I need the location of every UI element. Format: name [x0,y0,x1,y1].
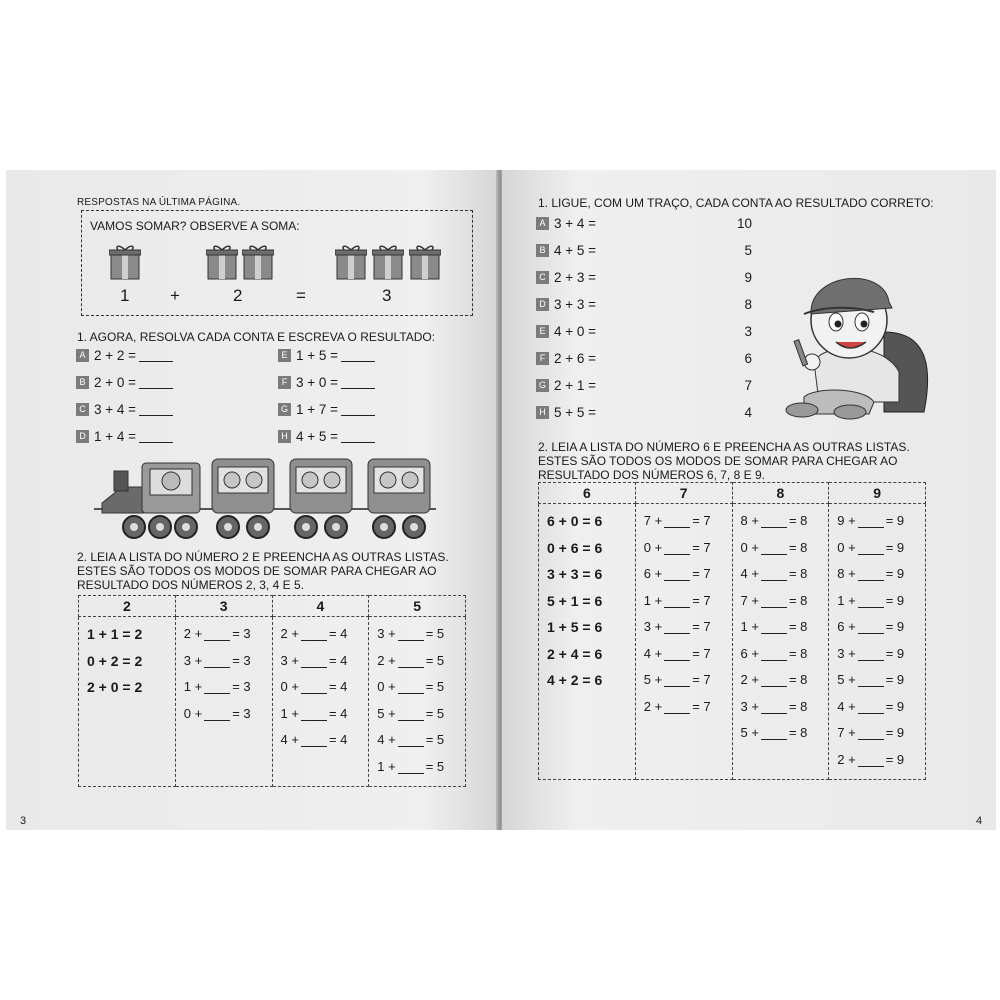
match-item [536,243,596,258]
table-column [272,617,369,787]
gift-icon [206,244,238,280]
fill-equation [829,508,925,535]
fill-equation [636,535,732,562]
equation-left: 4 + [740,566,759,581]
item-expression: 3 + 3 = [554,297,597,312]
equation-right: = 4 [328,626,348,641]
example-equation: 4 + 2 = 6 [547,672,603,688]
answer-blank[interactable] [664,595,690,608]
fill-equation [636,561,732,588]
equation-left: 0 + [740,539,759,555]
exercise-item [76,348,173,363]
example-equation: 3 + 3 = 6 [547,566,603,582]
left-exercise1-heading: 1. AGORA, RESOLVA CADA CONTA E ESCREVA O RESULTADO: [77,330,436,344]
equation-right: = 3 [232,679,251,694]
gift-icon [242,244,274,280]
exercise-item [76,375,173,390]
table-header: 2 [79,596,176,617]
table-column [79,617,176,787]
match-result[interactable]: 4 [744,405,752,420]
table-column [732,504,829,780]
fill-equation [273,648,369,675]
right-ex2-heading-line2: ESTES SÃO TODOS OS MODOS DE SOMAR PARA CHEGAR AO [538,454,898,468]
right-page [502,170,996,830]
equation-left: 2 + [280,626,299,641]
item-letter-badge: D [76,430,89,443]
table-header: 7 [635,483,732,504]
answer-blank[interactable] [858,621,884,634]
equation-right: = 9 [885,698,905,714]
right-exercise2-heading [538,440,910,482]
match-result[interactable]: 9 [744,270,752,285]
left-addition-table [78,595,466,787]
equation-right: = 9 [885,751,905,767]
table-header: 5 [369,596,466,617]
equation-left: 2 + [377,652,396,668]
answer-blank[interactable] [139,403,173,416]
equation-right: = 5 [425,652,445,668]
plus-sign: + [170,286,180,305]
answer-blank[interactable] [398,734,424,747]
table-header-row [79,596,466,617]
equation-right: = 8 [788,513,808,528]
match-item [536,297,596,312]
fill-equation [829,588,925,615]
equation-right: = 8 [788,539,808,555]
equation-left: 3 + [837,645,856,661]
match-item [536,270,596,285]
match-item [536,351,596,366]
sum-number-2: 2 [233,286,243,305]
page-number-right: 4 [976,815,983,827]
right-ex2-heading-line3: RESULTADO DOS NÚMEROS 6, 7, 8 E 9. [538,468,765,482]
fill-equation [829,535,925,562]
fill-equation [829,694,925,721]
item-letter-badge: E [278,349,291,362]
equation-right: = 7 [692,698,711,714]
equation-left: 5 + [740,725,759,740]
table-header: 4 [272,596,369,617]
example-equation: 1 + 1 = 2 [87,626,143,642]
fill-equation [636,694,732,721]
answer-blank[interactable] [858,754,884,767]
equation-left: 7 + [837,725,856,740]
answer-blank[interactable] [204,655,230,668]
answer-blank[interactable] [858,648,884,661]
equation-left: 6 + [643,566,663,581]
item-expression: 5 + 5 = [554,405,597,420]
match-item [536,324,596,339]
match-item [536,216,596,231]
example-equation: 1 + 5 = 6 [547,619,603,635]
left-ex2-heading-line3: RESULTADO DOS NÚMEROS 2, 3, 4 E 5. [77,578,304,592]
answer-blank[interactable] [398,655,424,668]
gift-icon [109,244,141,280]
equation-right: = 9 [885,619,905,634]
right-exercise1-heading: 1. LIGUE, COM UM TRAÇO, CADA CONTA AO RESULTADO CORRETO: [538,196,934,210]
equation-left: 4 + [377,732,396,747]
match-result[interactable]: 8 [744,297,752,312]
fill-equation [829,641,925,668]
equation-right: = 5 [425,679,445,694]
page-number-left: 3 [20,815,27,827]
table-header: 8 [732,483,829,504]
exercise-item [278,348,375,363]
fill-equation [636,641,732,668]
train-illustration [94,453,436,545]
match-item [536,378,596,393]
table-column [369,617,466,787]
fill-equation [369,727,465,754]
answer-blank[interactable] [858,568,884,581]
equation-left: 3 + [377,626,396,641]
item-expression: 2 + 0 = [94,375,137,390]
item-letter-badge: B [536,244,549,257]
answer-blank[interactable] [761,727,787,740]
match-result[interactable]: 10 [736,216,752,231]
item-letter-badge: H [536,406,549,419]
table-header-row [539,483,926,504]
equation-right: = 3 [232,705,251,721]
fill-equation [176,621,272,648]
fill-equation [273,727,369,754]
fill-equation [636,508,732,535]
fill-equation [829,667,925,694]
equation-left: 0 + [643,539,663,555]
match-item [536,405,596,420]
fill-equation [369,674,465,701]
fill-equation [733,561,829,588]
left-exercise2-heading [77,550,449,592]
equation-right: = 9 [885,725,905,740]
fill-equation [829,614,925,641]
fill-equation [733,720,829,747]
equation-right: = 9 [885,672,905,687]
answer-blank[interactable] [301,681,327,694]
open-book [6,170,996,830]
gift-icon [409,244,441,280]
example-equation: 2 + 4 = 6 [547,645,603,662]
equals-sign: = [296,286,306,305]
answer-blank[interactable] [858,595,884,608]
answer-blank[interactable] [664,568,690,581]
equation-left: 1 + [183,679,203,694]
equation-right: = 7 [692,513,711,528]
fill-equation [176,648,272,675]
answer-blank[interactable] [761,648,787,661]
item-letter-badge: F [536,352,549,365]
fill-equation [273,674,369,701]
answer-blank[interactable] [761,621,787,634]
example-equation: 0 + 2 = 2 [87,652,143,669]
answer-blank[interactable] [301,708,327,721]
equation-left: 4 + [280,732,299,747]
equation-left: 5 + [377,705,396,721]
equation-right: = 4 [328,652,348,668]
equation-left: 3 + [740,698,759,714]
equation-left: 4 + [837,698,856,714]
table-header: 3 [175,596,272,617]
answer-blank[interactable] [858,674,884,687]
answer-blank[interactable] [301,734,327,747]
equation-left: 1 + [280,705,299,721]
exercise-item [278,375,375,390]
equation-left: 7 + [740,592,759,608]
equation-right: = 7 [692,592,711,608]
equation-left: 0 + [183,705,203,721]
answer-blank[interactable] [664,515,690,528]
equation-right: = 8 [788,672,808,687]
fill-equation [636,667,732,694]
fill-equation [369,648,465,675]
equation-right: = 7 [692,566,711,581]
answer-blank[interactable] [341,349,375,362]
equation-right: = 3 [232,626,251,641]
item-letter-badge: C [536,271,549,284]
item-letter-badge: B [76,376,89,389]
equation-right: = 3 [232,652,251,668]
equation-right: = 7 [692,539,711,555]
answer-blank[interactable] [139,349,173,362]
equation-right: = 5 [425,758,445,774]
equation-left: 2 + [837,751,856,767]
equation-right: = 8 [788,645,808,661]
match-result[interactable]: 5 [744,243,752,258]
item-expression: 2 + 3 = [554,270,597,285]
equation-right: = 9 [885,566,905,581]
table-column [829,504,926,780]
fill-equation [829,720,925,747]
gift-icon [372,244,404,280]
item-letter-badge: G [536,379,549,392]
item-expression: 2 + 6 = [554,351,597,366]
equation-left: 1 + [837,592,856,608]
fill-equation [273,621,369,648]
table-body-row [539,504,926,780]
table-column [539,504,636,780]
answer-blank[interactable] [664,701,690,714]
answer-blank[interactable] [139,376,173,389]
answer-blank[interactable] [398,628,424,641]
equation-left: 2 + [643,698,663,714]
equation-right: = 8 [788,619,808,634]
equation-left: 0 + [280,679,299,694]
equation-left: 3 + [643,619,663,634]
answer-blank[interactable] [398,681,424,694]
item-letter-badge: C [76,403,89,416]
fill-equation [733,614,829,641]
fill-equation [369,621,465,648]
answer-blank[interactable] [761,515,787,528]
equation-right: = 9 [885,513,905,528]
answer-blank[interactable] [858,727,884,740]
equation-right: = 9 [885,592,905,608]
item-letter-badge: H [278,430,291,443]
item-expression: 2 + 2 = [94,348,137,363]
match-result[interactable]: 7 [744,378,752,393]
equation-right: = 4 [328,705,348,721]
answer-blank[interactable] [664,648,690,661]
answers-note: RESPOSTAS NA ÚLTIMA PÁGINA. [77,197,241,208]
right-ex2-heading-line1: 2. LEIA A LISTA DO NÚMERO 6 E PREENCHA AS OUTRAS LISTAS. [538,440,910,454]
equation-right: = 4 [328,732,348,747]
equation-left: 8 + [740,513,759,528]
example-equation: 2 + 0 = 2 [87,679,143,695]
fill-equation [636,588,732,615]
answer-blank[interactable] [761,542,787,555]
exercise-item [278,402,375,417]
left-ex2-heading-line2: ESTES SÃO TODOS OS MODOS DE SOMAR PARA CHEGAR AO [77,564,437,578]
answer-blank[interactable] [341,403,375,416]
sum-box-title: VAMOS SOMAR? OBSERVE A SOMA: [90,219,300,233]
exercise-item [76,429,173,444]
answer-blank[interactable] [761,701,787,714]
equation-left: 2 + [183,626,203,641]
answer-blank[interactable] [858,542,884,555]
match-result[interactable]: 3 [744,324,752,339]
fill-equation [176,674,272,701]
gift-icon [335,244,367,280]
item-expression: 1 + 7 = [296,402,339,417]
answer-blank[interactable] [761,568,787,581]
equation-right: = 7 [692,645,711,661]
left-ex2-heading-line1: 2. LEIA A LISTA DO NÚMERO 2 E PREENCHA AS OUTRAS LISTAS. [77,550,449,564]
answer-blank[interactable] [301,655,327,668]
item-letter-badge: F [278,376,291,389]
equation-right: = 7 [692,672,711,687]
answer-blank[interactable] [204,681,230,694]
equation-left: 5 + [837,672,856,687]
answer-blank[interactable] [664,674,690,687]
answer-blank[interactable] [341,376,375,389]
equation-right: = 9 [885,539,905,555]
item-expression: 1 + 4 = [94,429,137,444]
item-expression: 1 + 5 = [296,348,339,363]
fill-equation [829,561,925,588]
equation-right: = 8 [788,698,808,714]
fill-equation [369,754,465,781]
answer-blank[interactable] [858,515,884,528]
equation-left: 8 + [837,566,856,581]
answer-blank[interactable] [398,708,424,721]
item-expression: 3 + 4 = [94,402,137,417]
fill-equation [273,701,369,728]
equation-right: = 8 [788,592,808,608]
equation-left: 7 + [643,513,663,528]
equation-left: 1 + [377,758,396,774]
equation-left: 0 + [377,679,396,694]
equation-left: 1 + [740,619,759,634]
equation-right: = 4 [328,679,348,694]
item-expression: 3 + 0 = [296,375,339,390]
fill-equation [636,614,732,641]
equation-right: = 9 [885,645,905,661]
item-letter-badge: E [536,325,549,338]
equation-left: 6 + [740,645,759,661]
equation-left: 3 + [183,652,203,668]
answer-blank[interactable] [301,628,327,641]
equation-left: 4 + [643,645,663,661]
equation-left: 6 + [837,619,856,634]
item-expression: 4 + 5 = [554,243,597,258]
answer-blank[interactable] [761,674,787,687]
equation-right: = 8 [788,566,808,581]
answer-blank[interactable] [858,701,884,714]
boy-illustration [774,262,944,422]
equation-right: = 5 [425,705,445,721]
answer-blank[interactable] [139,430,173,443]
equation-left: 1 + [643,592,663,608]
fill-equation [369,701,465,728]
answer-blank[interactable] [341,430,375,443]
answer-blank[interactable] [664,542,690,555]
equation-right: = 5 [425,732,445,747]
table-column [635,504,732,780]
item-expression: 4 + 0 = [554,324,597,339]
equation-left: 2 + [740,672,759,687]
item-expression: 3 + 4 = [554,216,597,231]
table-header: 9 [829,483,926,504]
item-expression: 2 + 1 = [554,378,597,393]
exercise-item [278,429,375,444]
fill-equation [733,535,829,562]
sum-example-box [81,210,473,316]
fill-equation [733,694,829,721]
item-letter-badge: A [76,349,89,362]
answer-blank[interactable] [761,595,787,608]
answer-blank[interactable] [204,708,230,721]
item-letter-badge: G [278,403,291,416]
fill-equation [829,747,925,774]
table-column [175,617,272,787]
equation-left: 9 + [837,513,856,528]
equation-left: 0 + [837,539,856,555]
equation-left: 5 + [643,672,663,687]
right-addition-table [538,482,926,780]
equation-right: = 7 [692,619,711,634]
fill-equation [733,588,829,615]
exercise-item [76,402,173,417]
equation-right: = 5 [425,626,445,641]
item-letter-badge: A [536,217,549,230]
match-result[interactable]: 6 [744,351,752,366]
left-page [6,170,498,830]
table-header: 6 [539,483,636,504]
answer-blank[interactable] [664,621,690,634]
item-expression: 4 + 5 = [296,429,339,444]
table-body-row [79,617,466,787]
answer-blank[interactable] [398,761,424,774]
example-equation: 6 + 0 = 6 [547,513,603,529]
equation-right: = 8 [788,725,808,740]
answer-blank[interactable] [204,628,230,641]
sum-number-3: 3 [382,286,392,305]
fill-equation [176,701,272,728]
equation-left: 3 + [280,652,299,668]
item-letter-badge: D [536,298,549,311]
sum-number-1: 1 [120,286,130,305]
example-equation: 0 + 6 = 6 [547,539,603,556]
fill-equation [733,667,829,694]
fill-equation [733,508,829,535]
example-equation: 5 + 1 = 6 [547,592,603,609]
fill-equation [733,641,829,668]
